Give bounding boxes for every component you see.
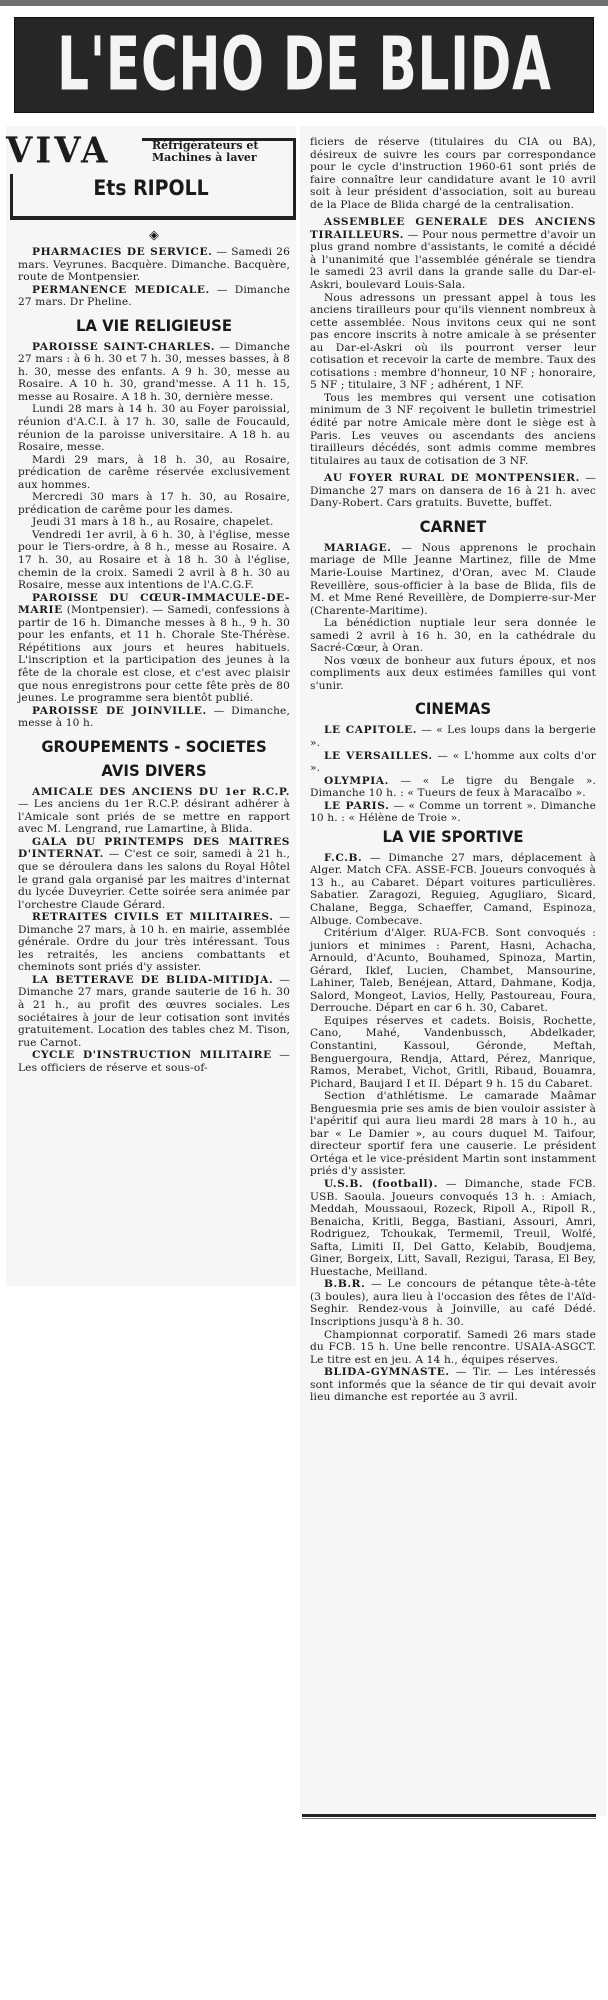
article-paragraph <box>310 1178 596 1278</box>
left-column-content <box>6 126 291 1074</box>
article-body: ficiers de réserve (titulaires du CIA ou BA), désireux de suivre les cours par correspondance pour le cycle d'instruction 1960-61 sont priés de faire connaître leur candidature avant le 10 avril soit à leur président d'association, soit au bureau de la Place de Blida chargé de la centralisation. <box>310 136 596 211</box>
article-paragraph <box>18 836 290 911</box>
section-heading: AVIS DIVERS <box>101 760 207 780</box>
article-heading: RETRAITES CIVILS ET MILITAIRES. <box>32 911 274 924</box>
newspaper-title: L'ECHO DE BLIDA <box>56 21 552 108</box>
ad-frame-bottom <box>10 216 296 220</box>
article-paragraph <box>18 705 290 730</box>
article-paragraph <box>310 1329 596 1367</box>
article-heading: PAROISSE SAINT-CHARLES. <box>32 340 215 353</box>
article-body: Equipes réserves et cadets. Boisis, Rochette, Cano, Mahé, Vandenbussch, Abdelkader, Constantini, Kassoul, Géronde, Meftah, Benguergoura, Rendja, Attard, Pérez, Manrique, Ramos, Merabet, Vichot, Gritli, Ribaud, Bouamra, Pichard, Baujard I et II. Départ 9 h. 15 du Cabaret. <box>310 1014 596 1090</box>
section-heading: LA VIE RELIGIEUSE <box>75 315 233 335</box>
article-heading: F.C.B. <box>324 851 363 864</box>
article-body: Jeudi 31 mars à 18 h., au Rosaire, chapelet. <box>32 516 274 529</box>
ad-frame-left <box>10 174 13 220</box>
article-body: Nos vœux de bonheur aux futurs époux, et nos compliments aux deux estimées familles qui vont s'unir. <box>310 654 596 692</box>
article-body: La bénédiction nuptiale leur sera donnée le samedi 2 avril à 16 h. 30, en la cathédrale du Sacré-Cœur, à Oran. <box>310 617 596 655</box>
article-body: Mercredi 30 mars à 17 h. 30, au Rosaire, prédication de carême pour les dames. <box>18 491 290 516</box>
article-heading: U.S.B. (football). <box>324 1178 438 1191</box>
article-body: — Dimanche 27 mars. Dr Pheline. <box>18 283 290 309</box>
article-heading: PAROISSE DU CŒUR-IMMACULE-DE-MARIE <box>18 591 290 617</box>
article-body: Section d'athlétisme. Le camarade Maâmar Benguesmia prie ses amis de bien vouloir assister à l'apéritif qui aura lieu mardi 28 mars à 10 h., au bar « Le Damier », au cours duquel M. Taifour, directeur sportif fera une causerie. Le président Ortéga et le vice-président Martin sont instamment priés d'y assister. <box>310 1090 596 1178</box>
article-heading: PAROISSE DE JOINVILLE. <box>32 704 207 717</box>
article-body: — Dimanche 27 mars : à 6 h. 30 et 7 h. 30, messes basses, à 8 h. 30, messe des enfants. A 9 h. 30, messe au Rosaire. A 10 h. 30, grand'messe. A 11 h. 15, messe au Rosaire. A 18 h. 30, dernière messe. <box>18 340 290 403</box>
article-body: Mardi 29 mars, à 18 h. 30, au Rosaire, prédication de carême réservée exclusivement aux hommes. <box>18 453 290 491</box>
article-body: — Le concours de pétanque tête-à-tête (3 boules), aura lieu à l'occasion des fêtes de l'Aïd-Seghir. Rendez-vous à Joinville, au café Dédé. Inscriptions jusqu'à 8 h. 30. <box>310 1278 596 1329</box>
article-paragraph <box>310 800 596 825</box>
article-body: (Montpensier). — Samedi, confessions à partir de 16 h. Dimanche messes à 8 h., 9 h. 30 pour les enfants, et 11 h. Chorale Ste-Thérèse. Répétitions aux jours et heures habituels. L'inscription et la participation des jeunes à la fête de la chorale est close, et c'est avec plaisir que nous enregistrons pour cette fête près de 80 jeunes. Le programme sera bientôt publié. <box>18 604 290 705</box>
article-heading: ASSEMBLEE GENERALE DES ANCIENS TIRAILLEURS. <box>310 216 596 241</box>
section-heading: GROUPEMENTS - SOCIETES <box>41 736 267 756</box>
article-paragraph <box>310 1090 596 1178</box>
article-paragraph <box>18 454 290 492</box>
article-paragraph <box>310 1015 596 1090</box>
ad-frame-right <box>293 138 296 220</box>
article-body: — Pour nous permettre d'avoir un plus grand nombre d'assistants, le comité a décidé à l'unanimité que l'assemblée générale se tiendra le samedi 23 avril dans la grande salle du Dar-el-Askri, boulevard Louis-Sala. <box>310 228 596 292</box>
article-paragraph <box>310 775 596 800</box>
article-heading: PHARMACIES DE SERVICE. <box>32 246 213 258</box>
article-paragraph <box>310 136 596 211</box>
viva-advertisement <box>6 126 290 226</box>
article-heading: B.B.R. <box>324 1278 366 1291</box>
article-body: Nous adressons un pressant appel à tous les anciens tirailleurs pour qu'ils viennent nombreux à cette assemblée. Nous invitons ceux qui ne sont pas encore inscrits à notre amicale à se présenter au Dar-el-Askri où ils pourront verser leur cotisation et recevoir la carte de membre. Taux des cotisations : membre d'honneur, 10 NF ; honoraire, 5 NF ; titulaire, 3 NF ; adhérent, 1 NF. <box>310 291 596 392</box>
ad-brand: VIVA <box>6 130 111 172</box>
article-paragraph <box>310 216 596 291</box>
article-paragraph <box>310 542 596 617</box>
article-heading: LE CAPITOLE. <box>324 724 418 737</box>
article-paragraph <box>310 292 596 392</box>
article-body: — Tir. — Les intéressés sont informés que la séance de tir qui devait avoir lieu dimanche est reportée au 3 avril. <box>310 1366 596 1404</box>
article-paragraph <box>18 911 290 974</box>
article-paragraph <box>18 403 290 453</box>
article-body: Championnat corporatif. Samedi 26 mars stade du FCB. 15 h. Une belle rencontre. USAIA-ASGCT. Le titre est en jeu. A 14 h., équipes réserves. <box>310 1328 596 1366</box>
article-paragraph <box>310 617 596 655</box>
article-body: — Dimanche 27 mars, déplacement à Alger. Match CFA. ASSE-FCB. Joueurs convoqués à 13 h., au Cabaret. Départ voitures particulières. Sabatier. Zaragozi, Reguieg, Agugliaro, Sicard, Chalane, Begga, Schaeffer, Camand, Espinoza, Albuge. Combecave. <box>310 851 596 927</box>
article-body: — « Les loups dans la bergerie ». <box>310 724 596 749</box>
article-heading: AMICALE DES ANCIENS DU 1er R.C.P. <box>32 785 290 798</box>
article-heading: AU FOYER RURAL DE MONTPENSIER. <box>324 472 580 485</box>
article-paragraph <box>310 750 596 775</box>
ornament-icon: ◈ <box>149 228 159 243</box>
article-paragraph <box>18 974 290 1049</box>
article-body: — Les anciens du 1er R.C.P. désirant adhérer à l'Amicale sont priés de se mettre en rapport avec M. Lengrand, rue Lamartine, à Blida. <box>18 798 290 836</box>
article-body: — Dimanche, stade FCB. USB. Saoula. Joueurs convoqués 13 h. : Amiach, Meddah, Moussaoui, Rozeck, Ripoll A., Ripoll R., Benaicha, Kritli, Begga, Bastiani, Assouri, Amri, Rodriguez, Tchoukak, Termemil, Treuil, Wolfé, Safta, Limiti II, Del Gatto, Kelabib, Boudjema, Giner, Borgeix, Litt, Savall, Rezigui, Tarasa, El Bey, Huestache, Meilland. <box>310 1178 596 1278</box>
article-body: Tous les membres qui versent une cotisation minimum de 3 NF reçoivent le bulletin trimestriel édité par notre Amicale mère dont le siège est à Paris. Les veuves ou ascendants des anciens tirailleurs décédés, sont admis comme membres titulaires au taux de cotisation de 3 NF. <box>310 391 596 467</box>
article-heading: OLYMPIA. <box>324 774 389 787</box>
article-heading: LA BETTERAVE DE BLIDA-MITIDJA. <box>32 973 274 986</box>
ad-company: Ets RIPOLL <box>93 176 209 200</box>
article-body: Vendredi 1er avril, à 6 h. 30, à l'église, messe pour le Tiers-ordre, à 8 h., messe au Rosaire. A 17 h. 30, au Rosaire et à 18 h. 30 à l'église, chemin de la croix. Samedi 2 avril à 8 h. 30 au Rosaire, messe aux intentions de l'A.C.G.F. <box>18 528 290 592</box>
ad-tagline-1: Réfrigérateurs et <box>152 139 259 152</box>
article-body: — « L'homme aux colts d'or ». <box>310 749 597 775</box>
article-paragraph <box>18 786 290 836</box>
article-body: — Dimanche 27 mars on dansera de 16 à 21 h. avec Dany-Robert. Cars gratuits. Buvette, buffet. <box>310 472 596 510</box>
article-heading: BLIDA-GYMNASTE. <box>324 1366 450 1379</box>
article-body: — « Le tigre du Bengale ». Dimanche 10 h. : « Tueurs de feux à Maracaïbo ». <box>310 774 596 800</box>
article-body: — Samedi 26 mars. Veyrunes. Bacquère. Dimanche. Bacquère, route de Montpensier. <box>18 246 290 284</box>
article-paragraph <box>18 491 290 516</box>
article-body: — C'est ce soir, samedi à 21 h., que se déroulera dans les salons du Royal Hôtel le grand gala organisé par les maitres d'internat du lycée Duveyrier. Cette soirée sera animée par l'orchestre Claude Gérard. <box>18 848 290 911</box>
left-column <box>6 126 296 1286</box>
article-paragraph <box>18 341 290 404</box>
right-column-content <box>310 136 596 1404</box>
article-paragraph <box>18 592 290 705</box>
article-paragraph <box>310 392 596 467</box>
article-paragraph <box>310 655 596 693</box>
column-end-rule-thin <box>302 1818 596 1819</box>
column-end-rule <box>302 1814 596 1817</box>
article-heading: CYCLE D'INSTRUCTION MILITAIRE <box>32 1049 272 1062</box>
article-paragraph <box>18 1049 290 1074</box>
article-heading: PERMANENCE MEDICALE. <box>32 283 210 296</box>
article-paragraph <box>18 529 290 592</box>
article-paragraph <box>310 1278 596 1328</box>
article-body: Critérium d'Alger. RUA-FCB. Sont convoqués : juniors et minimes : Parent, Hasni, Achacha, Arnould, d'Acunto, Bouhamed, Spinoza, Martin, Gérard, Iklef, Lucien, Chambet, Mansourine, Lahiner, Taleb, Benéjean, Attard, Dahmane, Kodja, Salord, Mongeot, Lavios, Helly, Pastoureau, Foura, Derrouche. Départ en car 6 h. 30, Cabaret. <box>310 927 596 1015</box>
article-paragraph <box>310 472 596 510</box>
article-paragraph <box>310 724 596 749</box>
section-heading: CINEMAS <box>414 699 492 719</box>
top-edge-bar <box>0 0 608 6</box>
article-paragraph <box>310 927 596 1015</box>
article-paragraph <box>18 284 290 309</box>
article-heading: LE PARIS. <box>324 799 390 812</box>
article-body: — Dimanche, messe à 10 h. <box>18 704 290 730</box>
article-body: — « Comme un torrent ». Dimanche 10 h. : « Hélène de Troie ». <box>310 799 597 825</box>
article-body: — Les officiers de réserve et sous-of- <box>18 1049 291 1074</box>
article-paragraph <box>18 246 290 284</box>
section-heading: LA VIE SPORTIVE <box>382 826 524 846</box>
article-paragraph <box>18 516 290 529</box>
article-heading: GALA DU PRINTEMPS DES MAITRES D'INTERNAT. <box>18 835 290 861</box>
article-body: Lundi 28 mars à 14 h. 30 au Foyer paroissial, réunion d'A.C.I. à 17 h. 30, salle de Foucauld, réunion de la paroisse universitaire. A 18 h. au Rosaire, messe. <box>18 403 290 454</box>
ad-tagline-2: Machines à laver <box>152 151 257 164</box>
article-paragraph <box>310 1366 596 1404</box>
article-heading: MARIAGE. <box>324 541 392 554</box>
article-body: — Dimanche 27 mars, à 10 h. en mairie, assemblée générale. Ordre du jour très intéressant. Tous les retraités, les anciens combattants et cheminots sont priés d'y assister. <box>18 911 290 974</box>
right-column <box>300 126 606 1816</box>
section-heading: CARNET <box>419 516 487 536</box>
article-body: — Dimanche 27 mars, grande sauterie de 16 h. 30 à 21 h., au profit des œuvres sociales. Les sociétaires à jour de leur cotisation sont invités gratuitement. Location des tables chez M. Tison, rue Carnot. <box>18 973 291 1049</box>
article-body: — Nous apprenons le prochain mariage de Mlle Jeanne Martinez, fille de Mme Marie-Louise Martinez, d'Oran, avec M. Claude Reveillère, sous-officier à la base de Blida, fils de M. et Mme René Reveillère, de Dompierre-sur-Mer (Charente-Maritime). <box>310 541 596 617</box>
masthead-banner <box>14 17 594 113</box>
article-paragraph <box>310 852 596 927</box>
article-heading: LE VERSAILLES. <box>324 749 433 762</box>
